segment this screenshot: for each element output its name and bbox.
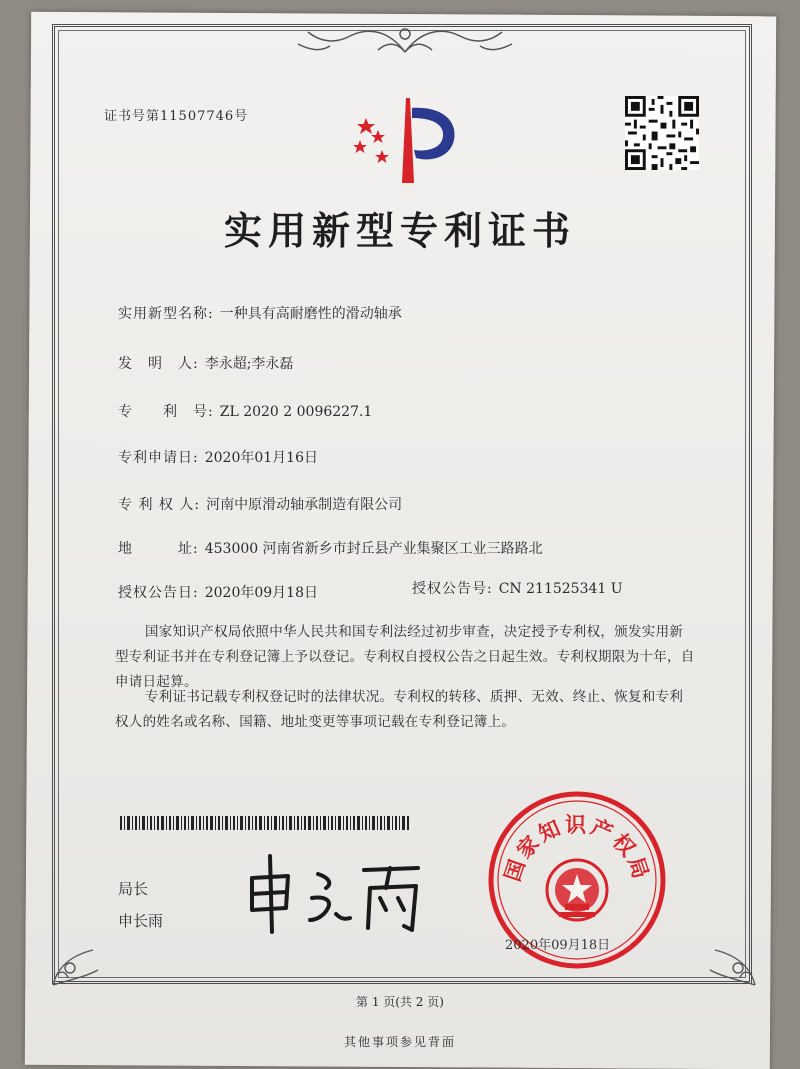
field-utility-model-name [118,303,402,323]
field-label: 授权公告日: [118,585,199,601]
field-grant-announcement-date [118,582,318,602]
field-patent-number [118,401,372,421]
barcode [120,816,410,830]
director-name: 申长雨 [118,912,164,930]
field-value: 2020年01月16日 [204,450,318,466]
seal-date: 2020年09月18日 [505,938,611,953]
field-label: 专利申请日: [118,450,199,466]
field-value: 2020年09月18日 [204,585,318,601]
page-number: 第 1 页(共 2 页) [356,995,444,1009]
field-label: 专 利 权 人: [118,497,201,513]
field-grant-announcement-number [412,578,623,598]
qr-code [625,96,699,170]
field-patentee [118,494,402,514]
field-label: 授权公告号: [412,581,493,597]
field-label: 专 利 号: [118,404,214,420]
grant-statement-paragraph: 国家知识产权局依照中华人民共和国专利法经过初步审查，决定授予专利权，颁发实用新型专利证书并在专利登记簿上予以登记。专利权自授权公告之日起生效。专利权期限为十年，自申请日起算。 [115,624,695,690]
svg-text:国家知识产权局: 国家知识产权局 [500,813,654,885]
field-value: 李永超;李永磊 [204,356,294,372]
certificate-title: 实用新型专利证书 [223,209,576,253]
field-label: 实用新型名称: [118,306,214,322]
certificate-number: 证书号第11507746号 [104,109,249,124]
field-inventor [118,353,293,373]
field-address [118,538,543,558]
field-filing-date [118,447,318,467]
footer-note: 其他事项参见背面 [343,1035,456,1049]
cnipa-logo [348,88,468,188]
field-label: 地 址: [118,541,199,557]
field-label: 发 明 人: [118,356,199,372]
field-value: CN 211525341 U [498,581,623,597]
legal-status-paragraph: 专利证书记载专利权登记时的法律状况。专利权的转移、质押、无效、终止、恢复和专利权人的姓名或名称、国籍、地址变更等事项记载在专利登记簿上。 [115,689,684,730]
top-ornament [290,22,520,58]
field-value: 453000 河南省新乡市封丘县产业集聚区工业三路路北 [204,541,543,557]
field-value: ZL 2020 2 0096227.1 [219,404,373,420]
bottom-right-ornament [700,930,760,990]
director-title: 局长 [118,880,149,898]
director-signature [240,848,430,938]
field-value: 一种具有高耐磨性的滑动轴承 [219,306,402,322]
field-value: 河南中原滑动轴承制造有限公司 [206,497,403,513]
bottom-left-ornament [48,930,108,990]
